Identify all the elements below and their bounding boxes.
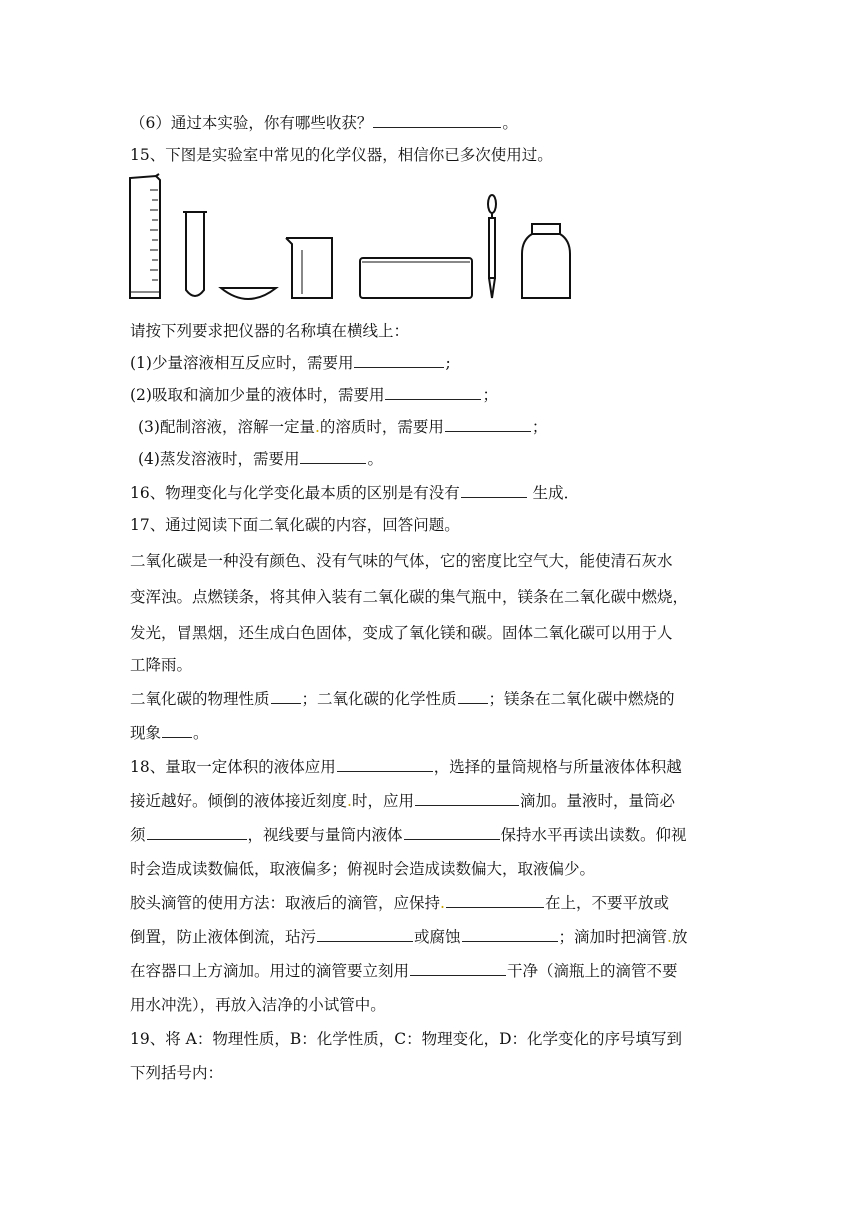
q15-2-line: (2)吸取和滴加少量的液体时，需要用 ； — [130, 386, 498, 404]
answer-blank[interactable] — [445, 416, 531, 432]
q17-para-1: 二氧化碳是一种没有颜色、没有气味的气体，它的密度比空气大，能使清石灰水 — [130, 552, 673, 570]
q15-3-line: (3)配制溶液，溶解一定量.的溶质时，需要用 ； — [138, 418, 548, 436]
q17-question-line-2: 现象 。 — [130, 724, 209, 742]
q18-line-7: 在容器口上方滴加。用过的滴管要立刻用 干净（滴瓶上的滴管不要 — [130, 962, 678, 980]
mark-dot: . — [314, 418, 320, 436]
answer-blank[interactable] — [446, 892, 544, 908]
beaker-icon — [286, 238, 332, 298]
q15-intro: 15、下图是实验室中常见的化学仪器，相信你已多次使用过。 — [130, 146, 553, 164]
answer-blank[interactable] — [300, 448, 366, 464]
mark-dot: . — [440, 894, 445, 912]
q15-1-line: (1)少量溶液相互反应时，需要用 ; — [130, 354, 451, 372]
gas-bottle-icon — [522, 224, 570, 298]
q14-6-text: （6）通过本实验，你有哪些收获？ — [130, 114, 373, 132]
evaporating-dish-icon — [221, 288, 276, 299]
dropper-icon — [488, 195, 496, 298]
answer-blank[interactable] — [162, 722, 192, 738]
q18-line-3: 须 ，视线要与量筒内液体 保持水平再读出读数。仰视 — [130, 826, 687, 844]
answer-blank[interactable] — [410, 960, 506, 976]
graduated-cylinder-icon — [130, 174, 160, 298]
answer-blank[interactable] — [317, 926, 413, 942]
test-tube-icon — [183, 212, 207, 296]
q17-para-4: 工降雨。 — [130, 656, 193, 674]
q14-6-line: （6）通过本实验，你有哪些收获？ 。 — [130, 114, 518, 132]
q17-intro: 17、通过阅读下面二氧化碳的内容，回答问题。 — [130, 516, 460, 534]
answer-blank[interactable] — [271, 688, 301, 704]
answer-blank[interactable] — [337, 756, 433, 772]
q18-line-1: 18、量取一定体积的液体应用 ，选择的量筒规格与所量液体体积越 — [130, 758, 682, 776]
q19-line-2: 下列括号内： — [130, 1064, 224, 1082]
lab-instruments-figure — [126, 170, 586, 310]
q19-line-1: 19、将 A：物理性质，B：化学性质，C：物理变化，D：化学变化的序号填写到 — [130, 1030, 683, 1048]
trough-icon — [360, 258, 472, 298]
q18-line-6: 倒置，防止液体倒流，玷污 或腐蚀 ；滴加时把滴管.放 — [130, 928, 688, 946]
mark-dot: . — [347, 792, 352, 810]
answer-blank[interactable] — [385, 384, 481, 400]
q17-para-2: 变浑浊。点燃镁条，将其伸入装有二氧化碳的集气瓶中，镁条在二氧化碳中燃烧， — [130, 588, 689, 606]
q18-line-5: 胶头滴管的使用方法：取液后的滴管，应保持. 在上，不要平放或 — [130, 894, 669, 912]
answer-blank[interactable] — [354, 352, 444, 368]
q18-line-8: 用水冲洗），再放入洁净的小试管中。 — [130, 996, 386, 1014]
answer-blank[interactable] — [404, 824, 500, 840]
q15-prompt: 请按下列要求把仪器的名称填在横线上： — [130, 322, 410, 340]
answer-blank[interactable] — [458, 688, 488, 704]
q15-4-line: (4)蒸发溶液时，需要用 。 — [138, 450, 383, 468]
answer-blank[interactable] — [147, 824, 247, 840]
q17-question-line: 二氧化碳的物理性质 ；二氧化碳的化学性质 ；镁条在二氧化碳中燃烧的 — [130, 690, 675, 708]
q18-line-4: 时会造成读数偏低，取液偏多；俯视时会造成读数偏大，取液偏少。 — [130, 860, 596, 878]
answer-blank[interactable] — [415, 790, 519, 806]
answer-blank[interactable] — [462, 926, 558, 942]
q16-line: 16、物理变化与化学变化最本质的区别是有没有 生成． — [130, 484, 580, 502]
answer-blank[interactable] — [373, 112, 501, 128]
q18-line-2: 接近越好。倾倒的液体接近刻度.时，应用 滴加。量液时，量筒必 — [130, 792, 675, 810]
q17-para-3: 发光，冒黑烟，还生成白色固体，变成了氧化镁和碳。固体二氧化碳可以用于人 — [130, 624, 673, 642]
mark-dot: . — [667, 928, 672, 946]
answer-blank[interactable] — [461, 482, 527, 498]
